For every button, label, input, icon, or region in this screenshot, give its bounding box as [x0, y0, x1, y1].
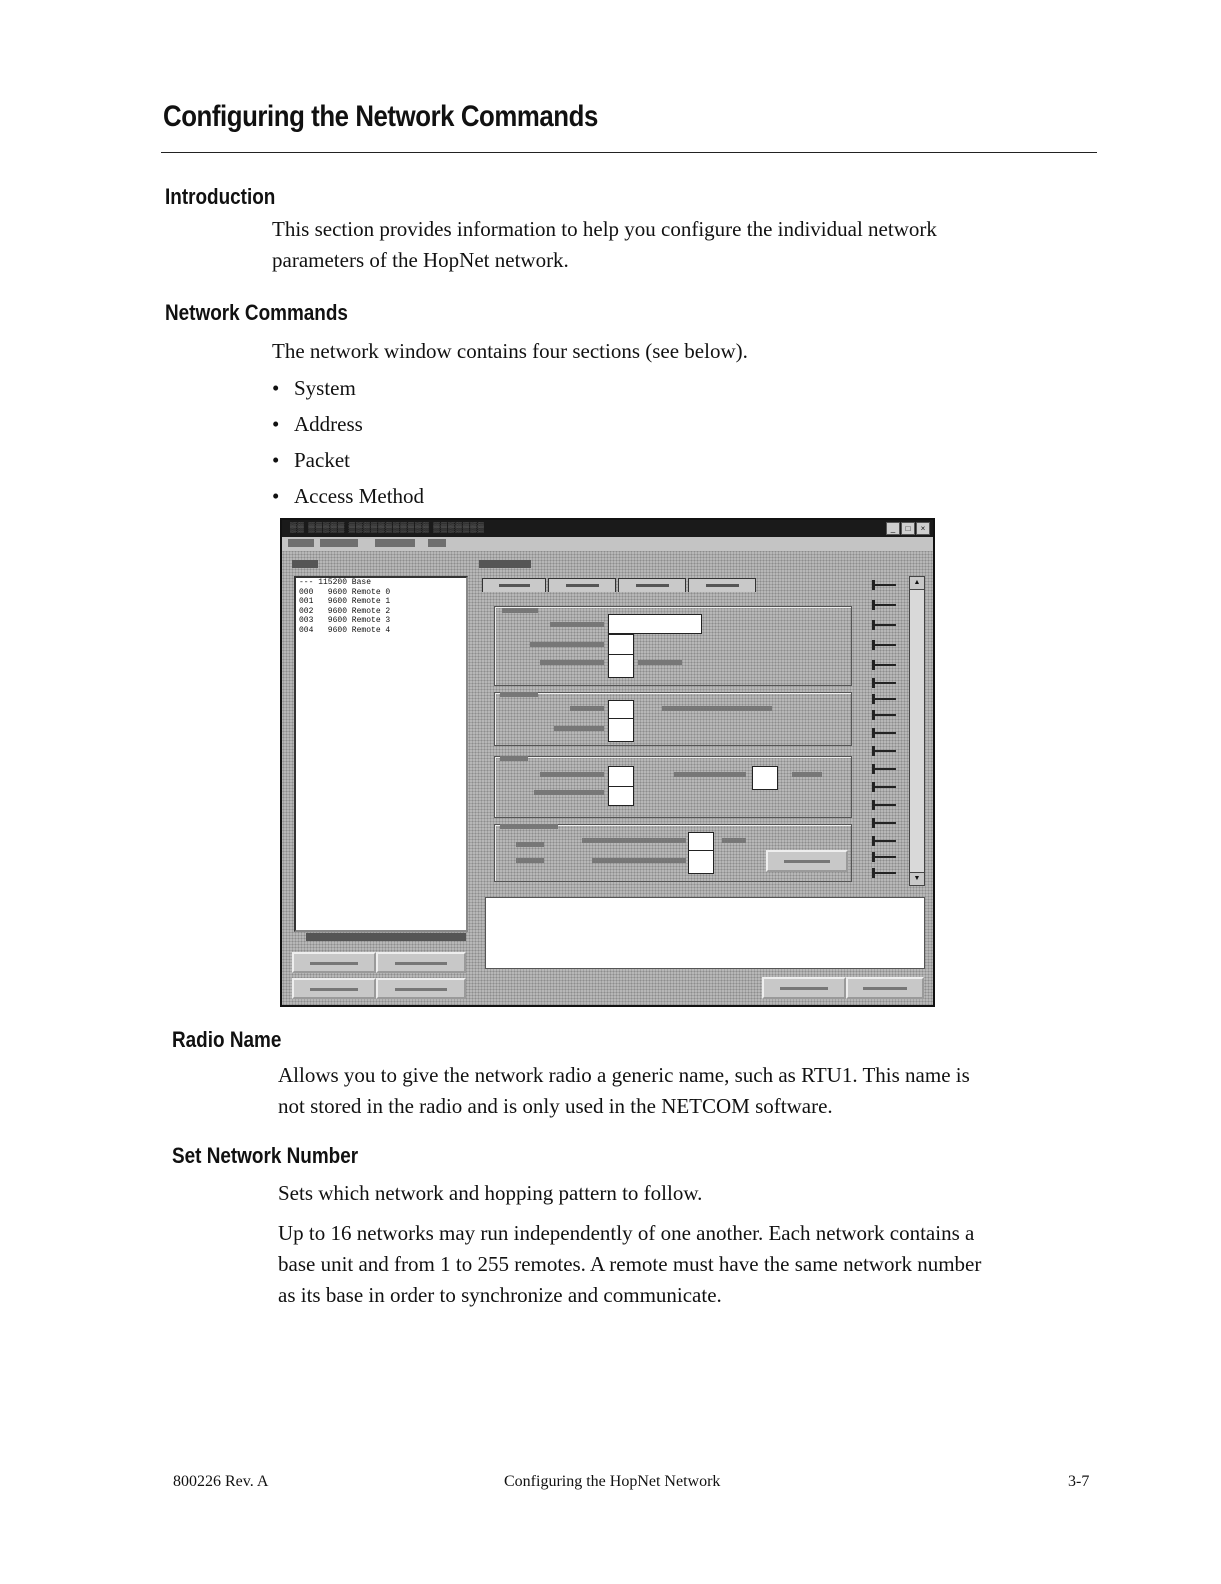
destination-label: [554, 726, 604, 731]
bullet-icon: •: [272, 484, 280, 508]
configure-button: [766, 850, 848, 872]
address-option-label: [662, 706, 772, 711]
list-item: 001 9600 Remote 1: [299, 597, 391, 606]
radio-list: [294, 576, 468, 932]
left-button-2: [376, 952, 466, 973]
heading-radio-name: Radio Name: [172, 1027, 282, 1052]
minimize-icon: _: [886, 522, 900, 535]
list-item: • Access Method: [272, 481, 424, 517]
paragraph-line-2: base unit and from 1 to 255 remotes. A remote must have the same network number: [278, 1252, 982, 1276]
bottom-button-2: [846, 977, 924, 999]
list-caption: [292, 560, 318, 568]
tab-serial: [548, 578, 616, 592]
signal-marker: [872, 682, 896, 684]
signal-marker: [872, 856, 896, 858]
menu-bar: [282, 537, 933, 551]
scroll-down-icon: ▼: [910, 872, 924, 885]
list-item: • System: [272, 373, 424, 409]
list-item: --- 115200 Base: [299, 578, 372, 587]
destination-field: [608, 718, 634, 742]
access-option-1-label: [516, 842, 544, 847]
footer-chapter-title: Configuring the HopNet Network: [504, 1473, 721, 1490]
configuration-caption: [479, 560, 531, 568]
radio-name-paragraph: [278, 1060, 970, 1122]
menu-item: [320, 539, 358, 547]
bottom-button-1: [762, 977, 846, 999]
tab-arq: [618, 578, 686, 592]
radio-name-line-1: Allows you to give the network radio a generic name, such as RTU1. This name is: [278, 1063, 970, 1087]
heading-network-commands: Network Commands: [165, 300, 348, 325]
packet-option-field: [752, 766, 778, 790]
source-label: [570, 706, 604, 711]
menu-item: [375, 539, 415, 547]
footer-page-number: 3-7: [1068, 1473, 1090, 1490]
intro-line-2: parameters of the HopNet network.: [272, 248, 569, 272]
access-option-2-label: [516, 858, 544, 863]
hop-duration-field: [608, 654, 634, 678]
signal-marker: [872, 604, 896, 606]
access-slots-field: [688, 850, 714, 874]
window-title-illegible: ▒▒ ▒▒▒▒▒ ▒▒▒▒▒▒▒▒▒▒▒ ▒▒▒▒▒▒▒: [290, 522, 485, 532]
radio-name-label: [550, 622, 604, 627]
page-title: Configuring the Network Commands: [163, 100, 598, 133]
address-group: [494, 692, 852, 746]
signal-marker: [872, 584, 896, 586]
heading-set-network-number: Set Network Number: [172, 1143, 359, 1168]
paragraph-line-3: as its base in order to synchronize and communicate.: [278, 1283, 722, 1307]
paragraph-line-1: Up to 16 networks may run independently of one another. Each network contains a: [278, 1221, 975, 1245]
signal-marker: [872, 822, 896, 824]
packet-group: [494, 756, 852, 818]
access-option-3-label: [722, 838, 746, 843]
radio-name-line-2: not stored in the radio and is only used in the NETCOM software.: [278, 1094, 833, 1118]
radio-name-field: [608, 614, 702, 634]
hop-duration-label: [540, 660, 604, 665]
packet-option-label: [674, 772, 746, 777]
message-area: [485, 897, 925, 969]
packet-length-label: [540, 772, 604, 777]
close-icon: ×: [916, 522, 930, 535]
signal-marker: [872, 768, 896, 770]
heading-introduction: Introduction: [165, 184, 276, 209]
list-item: 004 9600 Remote 4: [299, 625, 391, 635]
list-item: • Packet: [272, 445, 424, 481]
network-number-label: [530, 642, 604, 647]
maximize-icon: □: [901, 522, 915, 535]
packet-timeout-label: [534, 790, 604, 795]
vertical-scrollbar: [909, 576, 925, 886]
packet-option2-label: [792, 772, 822, 777]
list-item: 003 9600 Remote 3: [299, 616, 391, 625]
signal-marker: [872, 644, 896, 646]
access-method-caption: [500, 824, 558, 829]
window-controls: [886, 522, 930, 535]
access-slots-label: [592, 858, 686, 863]
list-status-bar: [306, 933, 466, 941]
access-timing-label: [582, 838, 686, 843]
intro-line-1: This section provides information to help you configure the individual network: [272, 217, 937, 241]
network-commands-intro: The network window contains four sections (see below).: [272, 339, 748, 363]
hop-units-label: [638, 660, 682, 665]
scroll-up-icon: ▲: [910, 577, 924, 590]
signal-marker: [872, 624, 896, 626]
list-item: 000 9600 Remote 0: [299, 587, 391, 597]
window-titlebar: [282, 520, 933, 537]
system-caption: [502, 608, 538, 613]
address-caption: [500, 692, 538, 697]
signal-marker: [872, 664, 896, 666]
list-item: 002 9600 Remote 2: [299, 606, 391, 616]
bullet-icon: •: [272, 376, 280, 400]
netcom-window-screenshot: [280, 518, 935, 1007]
signal-marker: [872, 786, 896, 788]
list-item: • Address: [272, 409, 424, 445]
tab-rf: [688, 578, 756, 592]
section-list: [272, 373, 424, 517]
tab-network: [482, 578, 546, 592]
bullet-icon: •: [272, 448, 280, 472]
signal-marker: [872, 872, 896, 874]
left-button-1: [292, 952, 376, 973]
signal-marker: [872, 732, 896, 734]
signal-marker: [872, 750, 896, 752]
menu-item: [428, 539, 446, 547]
intro-paragraph: [272, 214, 937, 276]
signal-marker: [872, 840, 896, 842]
signal-marker: [872, 804, 896, 806]
bullet-icon: •: [272, 412, 280, 436]
packet-caption: [500, 756, 528, 761]
signal-marker: [872, 698, 896, 700]
set-network-number-paragraph-1: Sets which network and hopping pattern to follow.: [278, 1181, 703, 1205]
packet-timeout-field: [608, 786, 634, 806]
signal-marker: [872, 714, 896, 716]
left-button-4: [376, 978, 466, 999]
footer-doc-number: 800226 Rev. A: [173, 1473, 269, 1490]
title-rule: [161, 152, 1097, 153]
set-network-number-paragraph-2: [278, 1218, 981, 1311]
menu-item: [288, 539, 314, 547]
left-button-3: [292, 978, 376, 999]
